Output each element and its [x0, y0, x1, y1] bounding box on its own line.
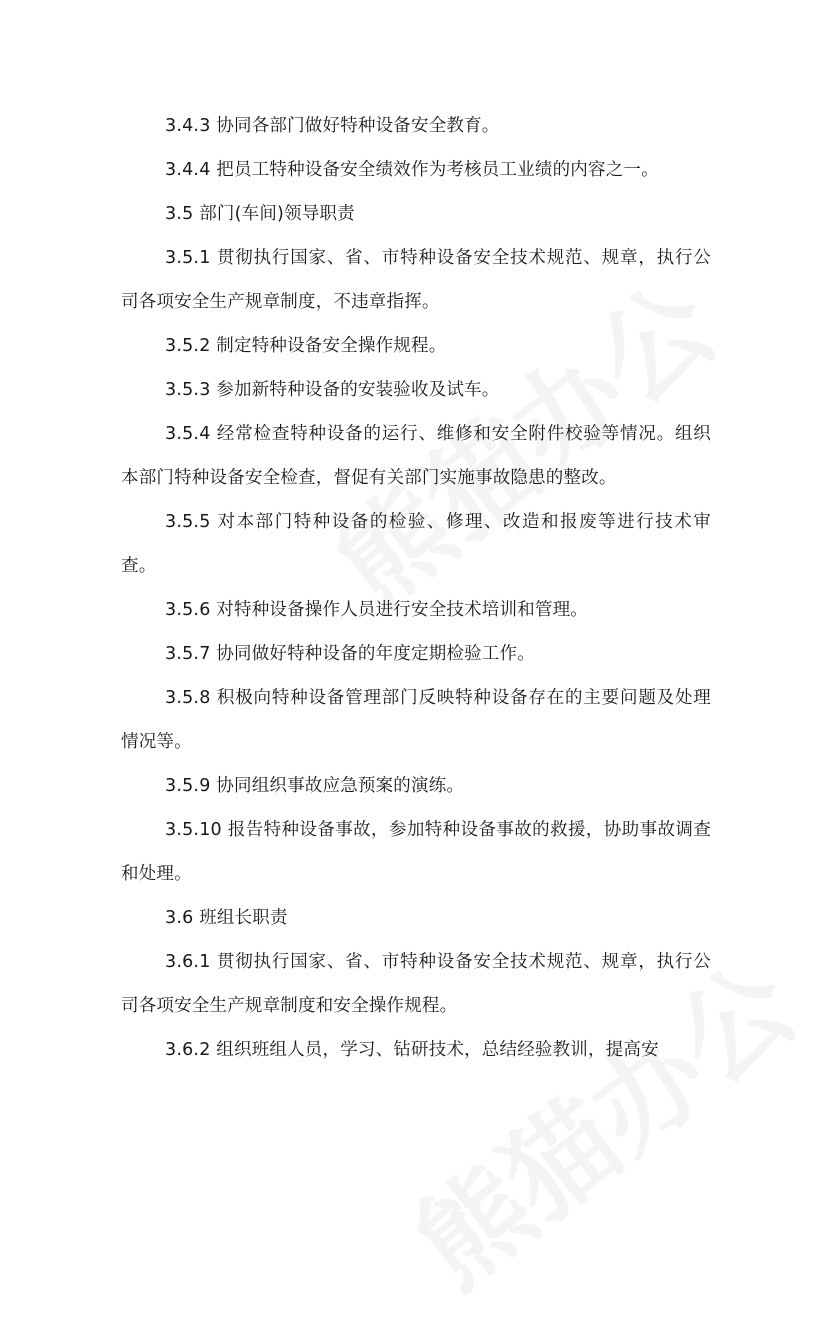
paragraph-3-5-9: 3.5.9 协同组织事故应急预案的演练。: [165, 776, 465, 796]
paragraph-3-6-2: 3.6.2 组织班组人员，学习、钻研技术，总结经验教训，提高安: [165, 1040, 659, 1060]
paragraph-3-4-3: 3.4.3 协同各部门做好特种设备安全教育。: [165, 116, 500, 136]
paragraph-3-5-10: 3.5.10 报告特种设备事故，参加特种设备事故的救援，协助事故调查和处理。: [121, 820, 711, 884]
paragraph-3-4-4: 3.4.4 把员工特种设备安全绩效作为考核员工业绩的内容之一。: [165, 160, 659, 180]
paragraph-3-5-2: 3.5.2 制定特种设备安全操作规程。: [165, 336, 447, 356]
document-body: [121, 104, 711, 1072]
section-heading-3-5: 3.5 部门(车间)领导职责: [165, 204, 355, 224]
paragraph-3-5-3: 3.5.3 参加新特种设备的安装验收及试车。: [165, 380, 500, 400]
paragraph-3-5-6: 3.5.6 对特种设备操作人员进行安全技术培训和管理。: [165, 600, 588, 620]
paragraph-3-5-5: 3.5.5 对本部门特种设备的检验、修理、改造和报废等进行技术审查。: [121, 512, 711, 576]
paragraph-3-5-7: 3.5.7 协同做好特种设备的年度定期检验工作。: [165, 644, 535, 664]
paragraph-3-5-4: 3.5.4 经常检查特种设备的运行、维修和安全附件校验等情况。组织本部门特种设备安全检查，督促有关部门实施事故隐患的整改。: [121, 424, 711, 488]
paragraph-3-5-8: 3.5.8 积极向特种设备管理部门反映特种设备存在的主要问题及处理情况等。: [121, 688, 711, 752]
paragraph-3-6-1: 3.6.1 贯彻执行国家、省、市特种设备安全技术规范、规章，执行公司各项安全生产规章制度和安全操作规程。: [121, 952, 711, 1016]
section-heading-3-6: 3.6 班组长职责: [165, 908, 288, 928]
paragraph-3-5-1: 3.5.1 贯彻执行国家、省、市特种设备安全技术规范、规章，执行公司各项安全生产规章制度，不违章指挥。: [121, 248, 711, 312]
